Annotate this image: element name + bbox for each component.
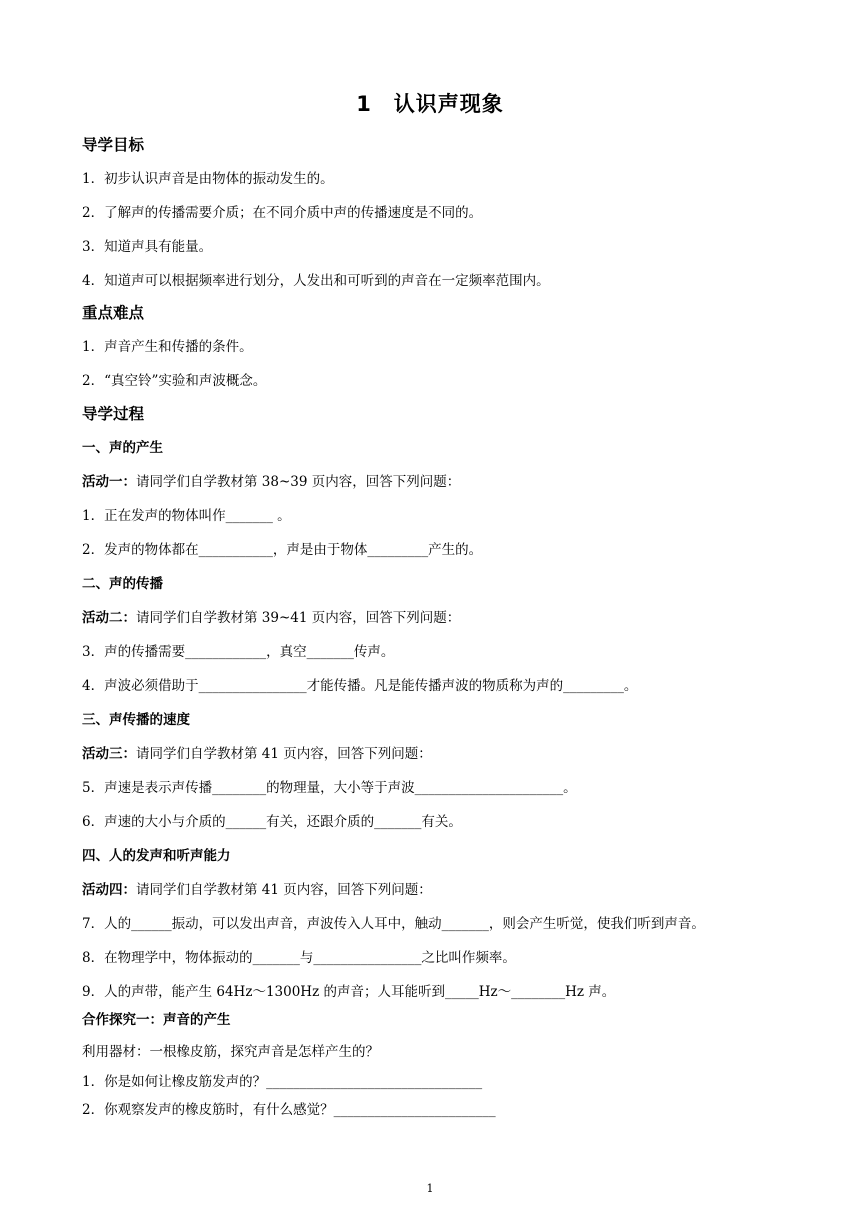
part2-heading: 二、声的传播: [82, 576, 163, 592]
question-1: 1．正在发声的物体叫作_______ 。: [82, 508, 291, 524]
part4-heading: 四、人的发声和听声能力: [82, 848, 231, 864]
question-5: 5．声速是表示声传播________的物理量，大小等于声波______________________。: [82, 780, 577, 796]
question-8: 8．在物理学中，物体振动的_______与________________之比叫作频率。: [82, 950, 516, 966]
goals-heading: 导学目标: [82, 136, 145, 154]
activity-3: [82, 744, 432, 764]
activity-label: 活动三：: [82, 746, 136, 762]
question-9: 9．人的声带，能产生 64Hz～1300Hz 的声音；人耳能听到_____Hz～________Hz 声。: [82, 984, 616, 1000]
part3-heading: 三、声传播的速度: [82, 712, 190, 728]
activity-label: 活动四：: [82, 882, 136, 898]
activity-1: [82, 472, 460, 492]
coop-intro: 利用器材：一根橡皮筋，探究声音是怎样产生的？: [82, 1044, 379, 1060]
key-heading: 重点难点: [82, 304, 145, 322]
activity-text: 请同学们自学教材第 41 页内容，回答下列问题：: [136, 882, 432, 898]
coop-question-1: 1．你是如何让橡皮筋发声的？________________________________: [82, 1074, 483, 1090]
page-title: 1 认识声现象: [356, 92, 504, 116]
activity-text: 请同学们自学教材第 38~39 页内容，回答下列问题：: [136, 474, 461, 490]
activity-text: 请同学们自学教材第 39~41 页内容，回答下列问题：: [136, 610, 461, 626]
activity-label: 活动一：: [82, 474, 136, 490]
goal-item: 4．知道声可以根据频率进行划分，人发出和可听到的声音在一定频率范围内。: [82, 273, 550, 289]
activity-4: [82, 880, 432, 900]
page-number: 1: [426, 1182, 434, 1195]
goal-item: 3．知道声具有能量。: [82, 239, 213, 255]
coop-heading: 合作探究一：声音的产生: [82, 1012, 231, 1028]
question-6: 6．声速的大小与介质的______有关，还跟介质的_______有关。: [82, 814, 462, 830]
key-item: 1．声音产生和传播的条件。: [82, 339, 253, 355]
activity-2: [82, 608, 460, 628]
question-7: 7．人的______振动，可以发出声音，声波传入人耳中，触动_______，则会产生听觉，使我们听到声音。: [82, 916, 705, 932]
question-4: 4．声波必须借助于________________才能传播。凡是能传播声波的物质称为声的_________。: [82, 678, 638, 694]
question-3: 3．声的传播需要____________，真空_______传声。: [82, 644, 395, 660]
key-item: 2．“真空铃”实验和声波概念。: [82, 373, 267, 389]
activity-text: 请同学们自学教材第 41 页内容，回答下列问题：: [136, 746, 432, 762]
coop-question-2: 2．你观察发声的橡皮筋时，有什么感觉？________________________: [82, 1102, 496, 1118]
question-2: 2．发声的物体都在___________，声是由于物体_________产生的。: [82, 542, 483, 558]
goal-item: 1．初步认识声音是由物体的振动发生的。: [82, 171, 334, 187]
process-heading: 导学过程: [82, 405, 145, 423]
goal-item: 2．了解声的传播需要介质；在不同介质中声的传播速度是不同的。: [82, 205, 483, 221]
activity-label: 活动二：: [82, 610, 136, 626]
part1-heading: 一、声的产生: [82, 440, 163, 456]
